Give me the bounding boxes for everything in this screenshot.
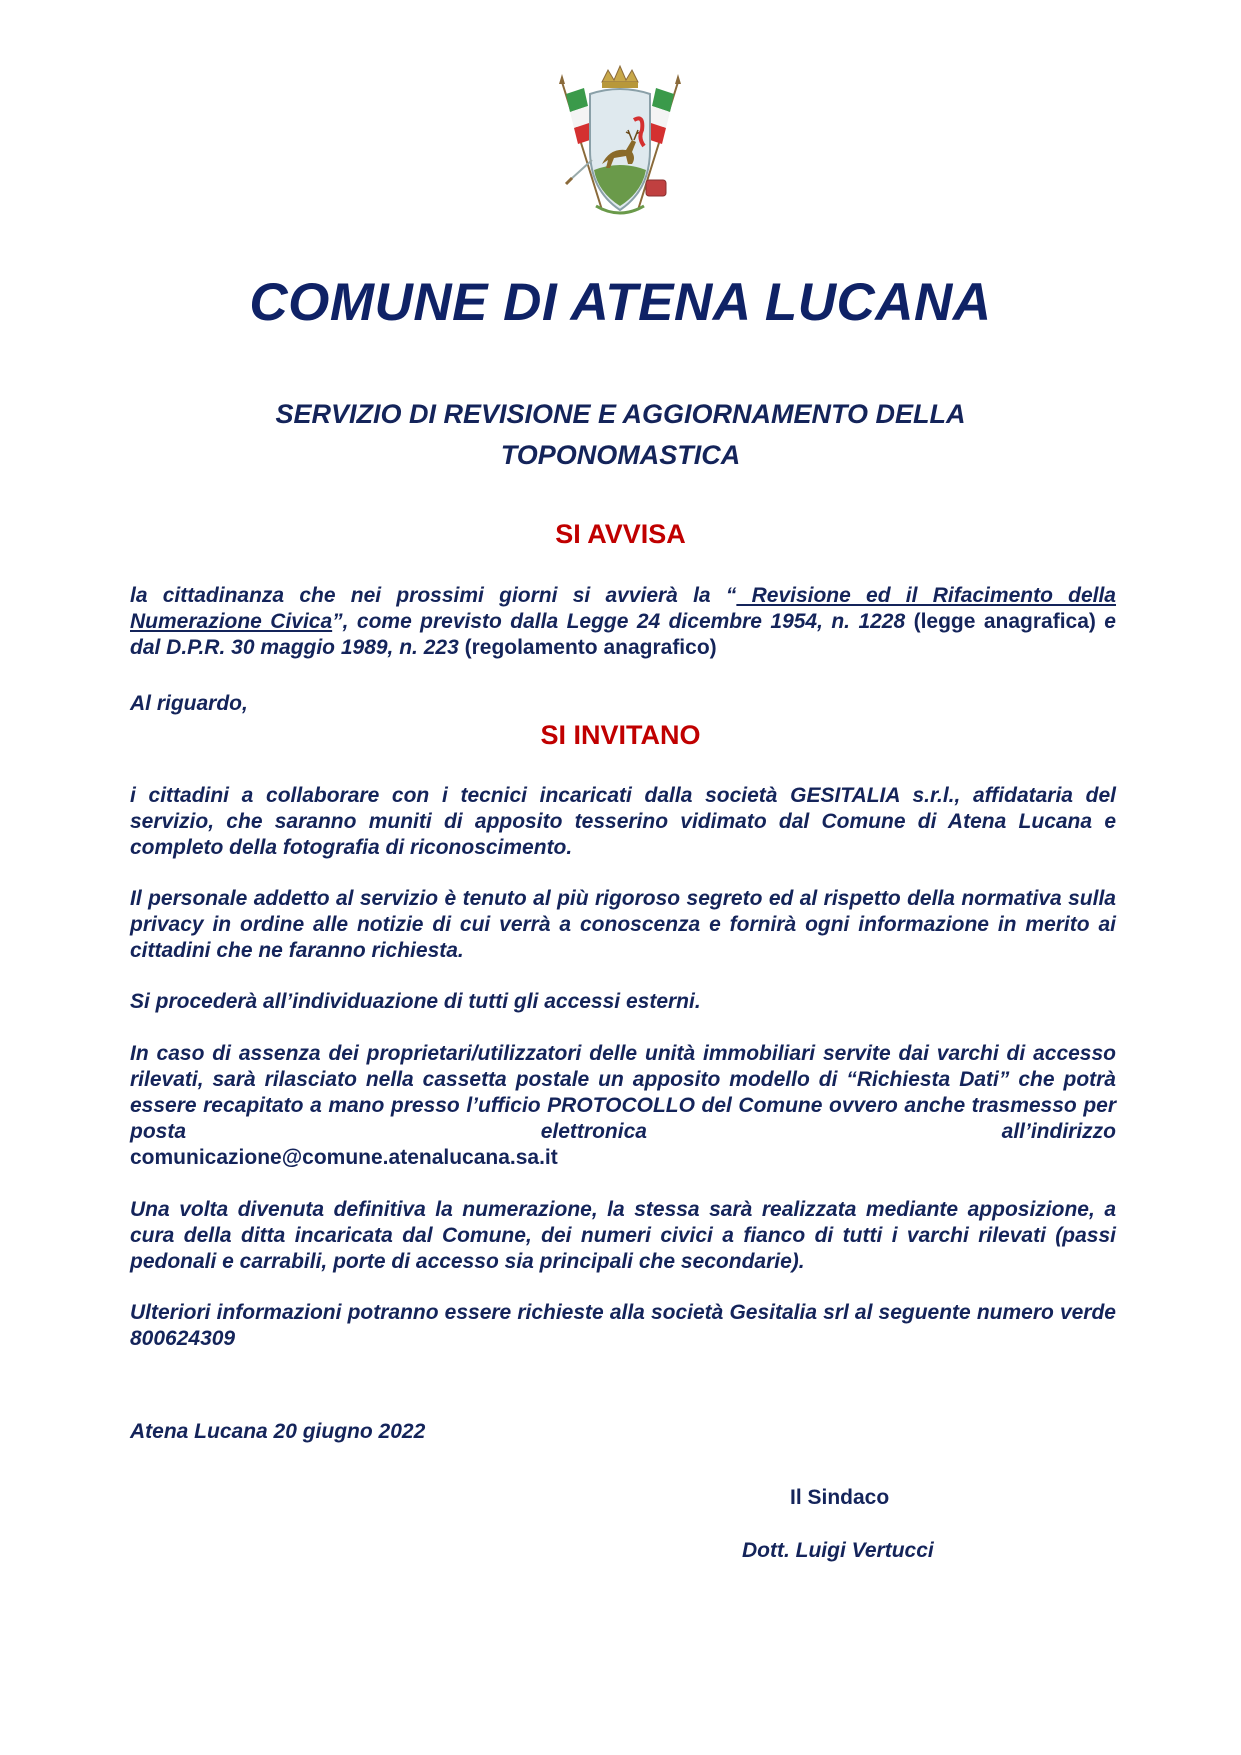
signature-name: Dott. Luigi Vertucci [742,1539,934,1562]
email-address: comunicazione@comune.atenalucana.sa.it [130,1146,558,1169]
intro-text-c: ”, come previsto dalla Legge 24 dicembre 1954, n. 1228 [332,610,906,633]
intro-text-d: (legge anagrafica) [905,610,1096,633]
page-title: COMUNE DI ATENA LUCANA [249,273,992,332]
paragraph-intro [130,583,1116,661]
paragraph-accessi: Si procederà all’individuazione di tutti gli accessi esterni. [130,990,701,1013]
heading-si-avvisa: SI AVVISA [555,519,686,549]
paragraph-invite: i cittadini a collaborare con i tecnici incaricati dalla società GESITALIA s.r.l., affidataria del servizio, che saranno muniti di apposito tesserino vidimato dal Comune di Atena Lucana e completo della fotografia di riconoscimento. [130,784,1116,859]
paragraph-privacy: Il personale addetto al servizio è tenuto al più rigoroso segreto ed al rispetto della normativa sulla privacy in ordine alle notizie di cui verrà a conoscenza e fornirà ogni informazione in merito ai cittadini che ne faranno richiesta. [130,887,1116,962]
paragraph-numerazione: Una volta divenuta definitiva la numerazione, la stessa sarà realizzata mediante apposizione, a cura della ditta incaricata dal Comune, dei numeri civici a fianco di tutti i varchi rilevati (passi pedonali e carrabili, porte di accesso sia principali che secondarie). [130,1198,1116,1273]
intro-text-a: la cittadinanza che nei prossimi giorni si avvierà la “ [130,584,737,607]
subtitle-line-2: TOPONOMASTICA [500,440,741,470]
assenza-text: In caso di assenza dei proprietari/utilizzatori delle unità immobiliari servite dai varchi di accesso rilevati, sarà rilasciato nella cassetta postale un apposito modello di “Richiesta Dati” che potrà essere recapitato a mano presso l’ufficio PROTOCOLLO del Comune ovvero anche trasmesso per posta elettronica all’indirizzo [130,1042,1116,1143]
paragraph-assenza [130,1041,1116,1171]
intro-text-e: e dal D.P.R. 30 maggio 1989, n. 223 [130,610,1116,659]
coat-of-arms-icon [540,60,700,230]
subtitle [150,394,1091,476]
intro-text-f: (regolamento anagrafico) [458,636,717,659]
paragraph-info: Ulteriori informazioni potranno essere richieste alla società Gesitalia srl al seguente numero verde 800624309 [130,1301,1116,1350]
signature-role: Il Sindaco [790,1486,890,1509]
al-riguardo: Al riguardo, [130,692,248,715]
document-date: Atena Lucana 20 giugno 2022 [130,1420,426,1443]
intro-underlined-title: Revisione ed il Rifacimento della Numerazione Civica [130,584,1116,633]
subtitle-line-1: SERVIZIO DI REVISIONE E AGGIORNAMENTO DELLA [275,399,966,429]
heading-si-invitano: SI INVITANO [540,720,701,750]
